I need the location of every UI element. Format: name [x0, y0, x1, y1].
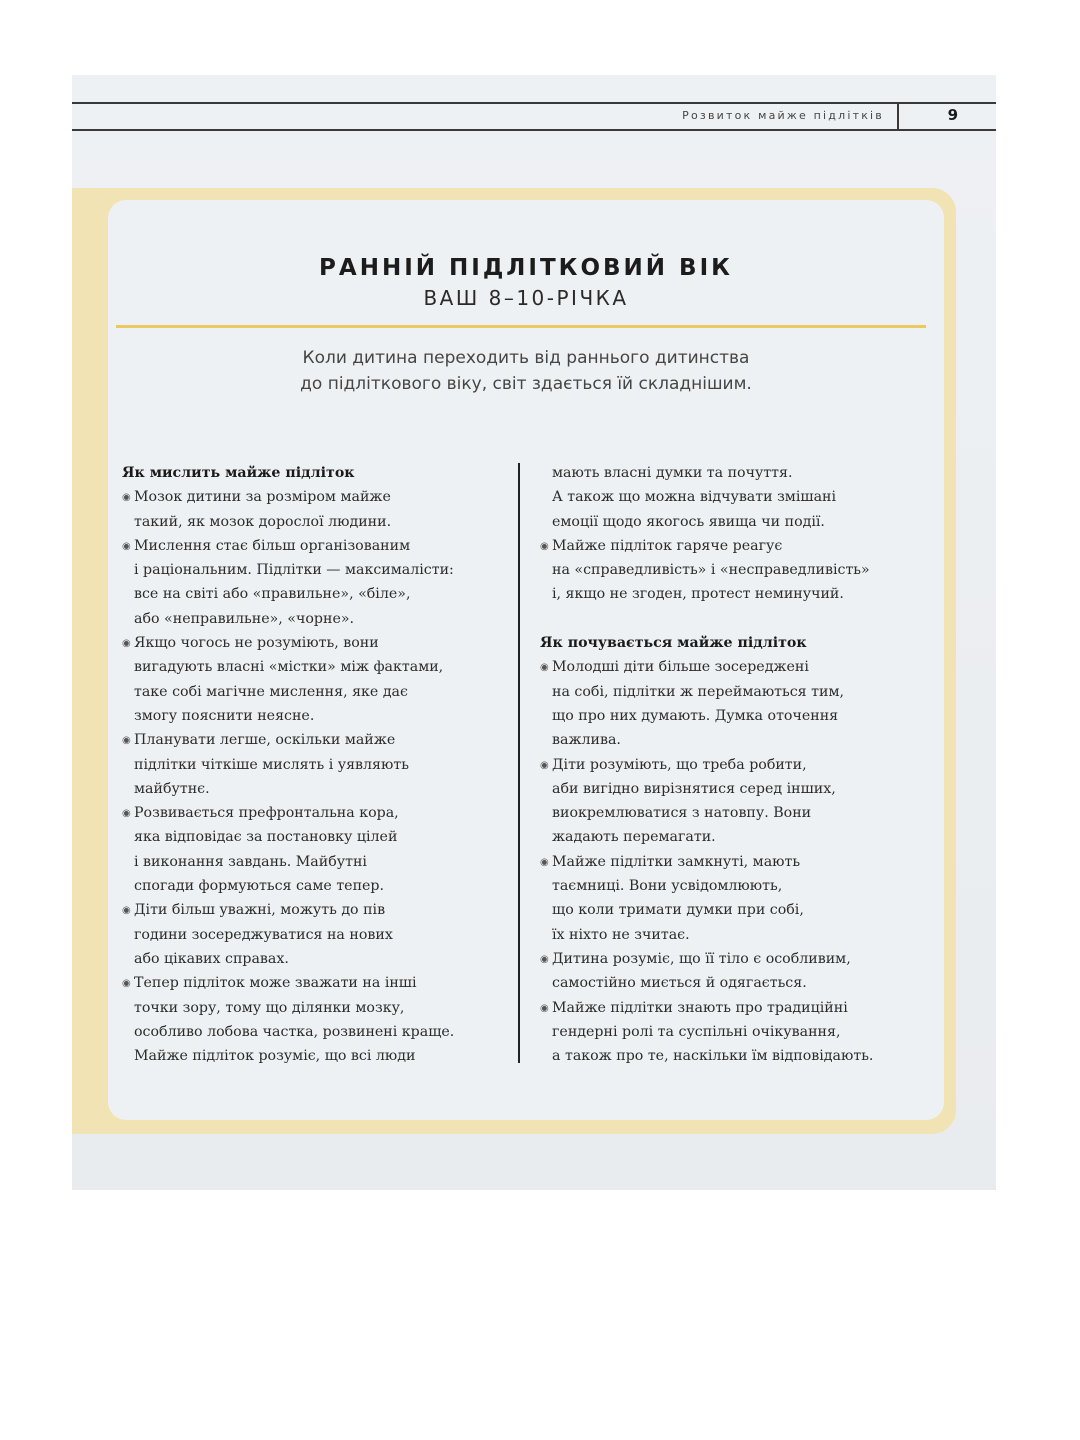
page-number: 9 — [947, 106, 958, 124]
bullet-text: Майже підлітки знають про традиційні — [552, 999, 848, 1016]
bullet-text: Молодші діти більше зосереджені — [552, 659, 809, 676]
bullet-item — [540, 947, 920, 971]
book-page — [72, 75, 996, 1190]
bullet-item — [122, 898, 502, 922]
intro-line: до підліткового віку, світ здається їй складнішим. — [300, 374, 752, 394]
bullet-text: Дитина розуміє, що її тіло є особливим, — [552, 950, 851, 967]
bullet-icon — [122, 729, 134, 753]
text-line: підлітки чіткіше мислять і уявляють — [134, 756, 409, 773]
text-line: їх ніхто не зчитає. — [552, 926, 690, 943]
bullet-text: Мислення стає більш організованим — [134, 537, 411, 554]
bullet-item — [540, 850, 920, 874]
left-column — [122, 461, 502, 1068]
bullet-item — [122, 485, 502, 509]
intro-line: Коли дитина переходить від раннього дитинства — [302, 348, 750, 368]
text-line: яка відповідає за постановку цілей — [134, 829, 398, 846]
text-line: або цікавих справах. — [134, 950, 289, 967]
text-line: все на світі або «правильне», «біле», — [134, 586, 411, 603]
bullet-icon — [540, 948, 552, 972]
text-line: таке собі магічне мислення, яке дає — [134, 683, 408, 700]
text-line: спогади формуються саме тепер. — [134, 878, 385, 895]
intro-paragraph — [108, 345, 944, 397]
bullet-icon — [122, 899, 134, 923]
text-line: самостійно миється й одягається. — [552, 975, 807, 992]
header-rule-bottom — [72, 129, 996, 131]
text-line: такий, як мозок дорослої людини. — [134, 513, 392, 530]
text-line: Майже підліток розуміє, що всі люди — [134, 1048, 416, 1065]
section-heading: Як мислить майже підліток — [122, 465, 355, 481]
text-line: аби вигідно вирізнятися серед інших, — [552, 780, 836, 797]
text-line: точки зору, тому що ділянки мозку, — [134, 999, 405, 1016]
card-subtitle: ВАШ 8–10-РІЧКА — [423, 286, 629, 310]
text-line: важлива. — [552, 732, 621, 749]
text-line: і виконання завдань. Майбутні — [134, 853, 367, 870]
bullet-icon — [122, 486, 134, 510]
text-line: емоції щодо якогось явища чи події. — [552, 513, 825, 530]
text-line: на «справедливість» і «несправедливість» — [552, 562, 870, 579]
bullet-text: Якщо чогось не розуміють, вони — [134, 635, 379, 652]
text-line: або «неправильне», «чорне». — [134, 610, 355, 627]
text-line: вигадують власні «містки» між фактами, — [134, 659, 444, 676]
text-line: години зосереджуватися на нових — [134, 926, 393, 943]
bullet-icon — [540, 754, 552, 778]
bullet-item — [122, 728, 502, 752]
card-title: РАННІЙ ПІДЛІТКОВИЙ ВІК — [319, 255, 733, 281]
bullet-item — [540, 996, 920, 1020]
section-gap — [540, 607, 920, 631]
text-line: виокремлюватися з натовпу. Вони — [552, 805, 812, 822]
text-line: і раціональним. Підлітки — максималісти: — [134, 562, 454, 579]
text-line: змогу пояснити неясне. — [134, 707, 315, 724]
bullet-text: Діти розуміють, що треба робити, — [552, 756, 807, 773]
text-line: особливо лобова частка, розвинені краще. — [134, 1023, 455, 1040]
header-separator — [897, 104, 899, 129]
bullet-item — [122, 801, 502, 825]
bullet-item — [122, 971, 502, 995]
bullet-icon — [122, 972, 134, 996]
bullet-text: Майже підліток гаряче реагує — [552, 537, 783, 554]
bullet-text: Тепер підліток може зважати на інші — [134, 975, 417, 992]
bullet-item — [122, 631, 502, 655]
text-line: що про них думають. Думка оточення — [552, 707, 839, 724]
bullet-icon — [540, 851, 552, 875]
bullet-icon — [540, 656, 552, 680]
bullet-item — [122, 534, 502, 558]
text-line: А також що можна відчувати змішані — [552, 489, 837, 506]
bullet-text: Планувати легше, оскільки майже — [134, 732, 396, 749]
text-line: таємниці. Вони усвідомлюють, — [552, 878, 783, 895]
bullet-text: Майже підлітки замкнуті, мають — [552, 853, 801, 870]
bullet-text: Діти більш уважні, можуть до пів — [134, 902, 386, 919]
text-line: на собі, підлітки ж переймаються тим, — [552, 683, 844, 700]
text-line: жадають перемагати. — [552, 829, 716, 846]
bullet-item — [540, 753, 920, 777]
header-rule-top — [72, 102, 996, 104]
text-line: що коли тримати думки при собі, — [552, 902, 804, 919]
bullet-icon — [540, 535, 552, 559]
bullet-item — [540, 655, 920, 679]
bullet-icon — [122, 535, 134, 559]
bullet-item — [540, 534, 920, 558]
text-line: гендерні ролі та суспільні очікування, — [552, 1023, 841, 1040]
bullet-icon — [122, 802, 134, 826]
bullet-text: Розвивається префронтальна кора, — [134, 805, 399, 822]
text-line: а також про те, наскільки їм відповідають. — [552, 1048, 874, 1065]
column-divider — [518, 463, 520, 1063]
running-title: Розвиток майже підлітків — [682, 109, 884, 122]
bullet-text: Мозок дитини за розміром майже — [134, 489, 391, 506]
text-line: майбутнє. — [134, 780, 210, 797]
text-line: і, якщо не згоден, протест неминучий. — [552, 586, 844, 603]
section-heading: Як почувається майже підліток — [540, 635, 807, 652]
right-column — [540, 461, 920, 1068]
text-line: мають власні думки та почуття. — [552, 465, 793, 481]
title-divider — [116, 325, 926, 328]
bullet-icon — [540, 997, 552, 1021]
bullet-icon — [122, 632, 134, 656]
